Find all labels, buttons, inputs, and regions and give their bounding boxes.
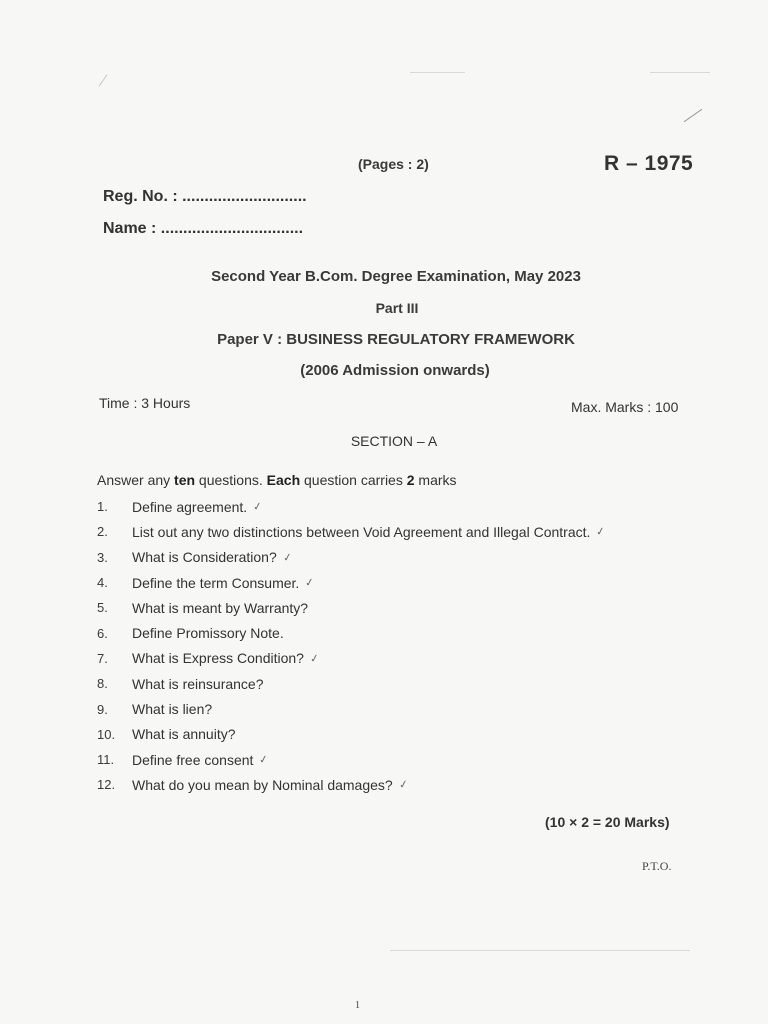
question-item — [97, 545, 606, 570]
question-number: 11. — [97, 752, 115, 768]
question-text: What is annuity? — [132, 726, 236, 743]
section-instruction — [97, 472, 457, 488]
exam-part: Part III — [375, 300, 419, 316]
pen-mark — [99, 74, 108, 86]
question-number: 12. — [97, 777, 116, 793]
checkmark-icon: ✓ — [258, 753, 270, 767]
question-item — [97, 570, 606, 595]
question-text: What is Express Condition? — [132, 650, 304, 667]
section-total-marks: (10 × 2 = 20 Marks) — [545, 814, 670, 830]
question-number: 3. — [97, 549, 108, 565]
question-item — [97, 595, 606, 620]
question-text: Define agreement. — [132, 498, 248, 515]
section-title: SECTION – A — [350, 433, 438, 449]
exam-title: Second Year B.Com. Degree Examination, May 2023 — [211, 268, 581, 285]
pen-mark — [684, 109, 703, 122]
question-item — [97, 519, 606, 544]
exam-time: Time : 3 Hours — [99, 395, 191, 411]
question-list — [97, 494, 606, 798]
question-number: 7. — [97, 650, 108, 666]
question-number: 5. — [97, 600, 108, 616]
scan-mark — [410, 72, 465, 73]
question-item — [97, 671, 606, 696]
page-number: 1 — [355, 1000, 360, 1011]
question-item — [97, 696, 606, 721]
question-item — [97, 646, 606, 671]
instruction-each: Each — [266, 472, 301, 488]
question-item — [97, 772, 606, 797]
question-text: What do you mean by Nominal damages? — [132, 776, 393, 793]
instruction-text: Answer any — [97, 472, 175, 488]
question-text: List out any two distinctions between Void Agreement and Illegal Contract. — [132, 523, 591, 540]
question-text: What is reinsurance? — [132, 675, 264, 692]
admission-note: (2006 Admission onwards) — [300, 362, 490, 379]
question-number: 9. — [97, 701, 108, 717]
question-text: What is lien? — [132, 701, 213, 718]
instruction-text: question carries — [300, 472, 407, 488]
scan-mark — [650, 72, 710, 73]
question-text: What is Consideration? — [132, 549, 277, 566]
scan-mark — [390, 950, 690, 951]
paper-title: Paper V : BUSINESS REGULATORY FRAMEWORK — [217, 331, 575, 348]
instruction-text: marks — [414, 472, 457, 488]
pages-count: (Pages : 2) — [358, 156, 429, 172]
pto-note: P.T.O. — [642, 859, 672, 873]
instruction-count: ten — [174, 472, 196, 488]
question-number: 8. — [97, 676, 108, 692]
question-text: Define the term Consumer. — [132, 574, 300, 591]
checkmark-icon: ✓ — [397, 778, 409, 793]
checkmark-icon: ✓ — [252, 500, 264, 514]
reg-no-field: Reg. No. : ............................ — [103, 188, 307, 205]
instruction-text: questions. — [195, 472, 267, 488]
question-text: Define free consent — [132, 751, 254, 768]
name-field: Name : ................................ — [103, 220, 304, 237]
question-number: 4. — [97, 575, 108, 591]
instruction-marks: 2 — [406, 472, 415, 488]
checkmark-icon: ✓ — [304, 576, 316, 590]
checkmark-icon: ✓ — [309, 652, 321, 666]
checkmark-icon: ✓ — [281, 551, 294, 565]
question-text: What is meant by Warranty? — [132, 599, 309, 616]
max-marks: Max. Marks : 100 — [571, 399, 679, 415]
question-item — [97, 494, 606, 519]
question-number: 2. — [97, 524, 108, 540]
question-text: Define Promissory Note. — [132, 625, 284, 642]
question-item — [97, 620, 606, 645]
question-item — [97, 747, 606, 772]
question-item — [97, 722, 606, 747]
question-number: 6. — [97, 625, 108, 641]
paper-code: R – 1975 — [604, 152, 694, 175]
checkmark-icon: ✓ — [595, 525, 607, 540]
question-number: 10. — [97, 726, 116, 742]
question-number: 1. — [97, 499, 108, 515]
